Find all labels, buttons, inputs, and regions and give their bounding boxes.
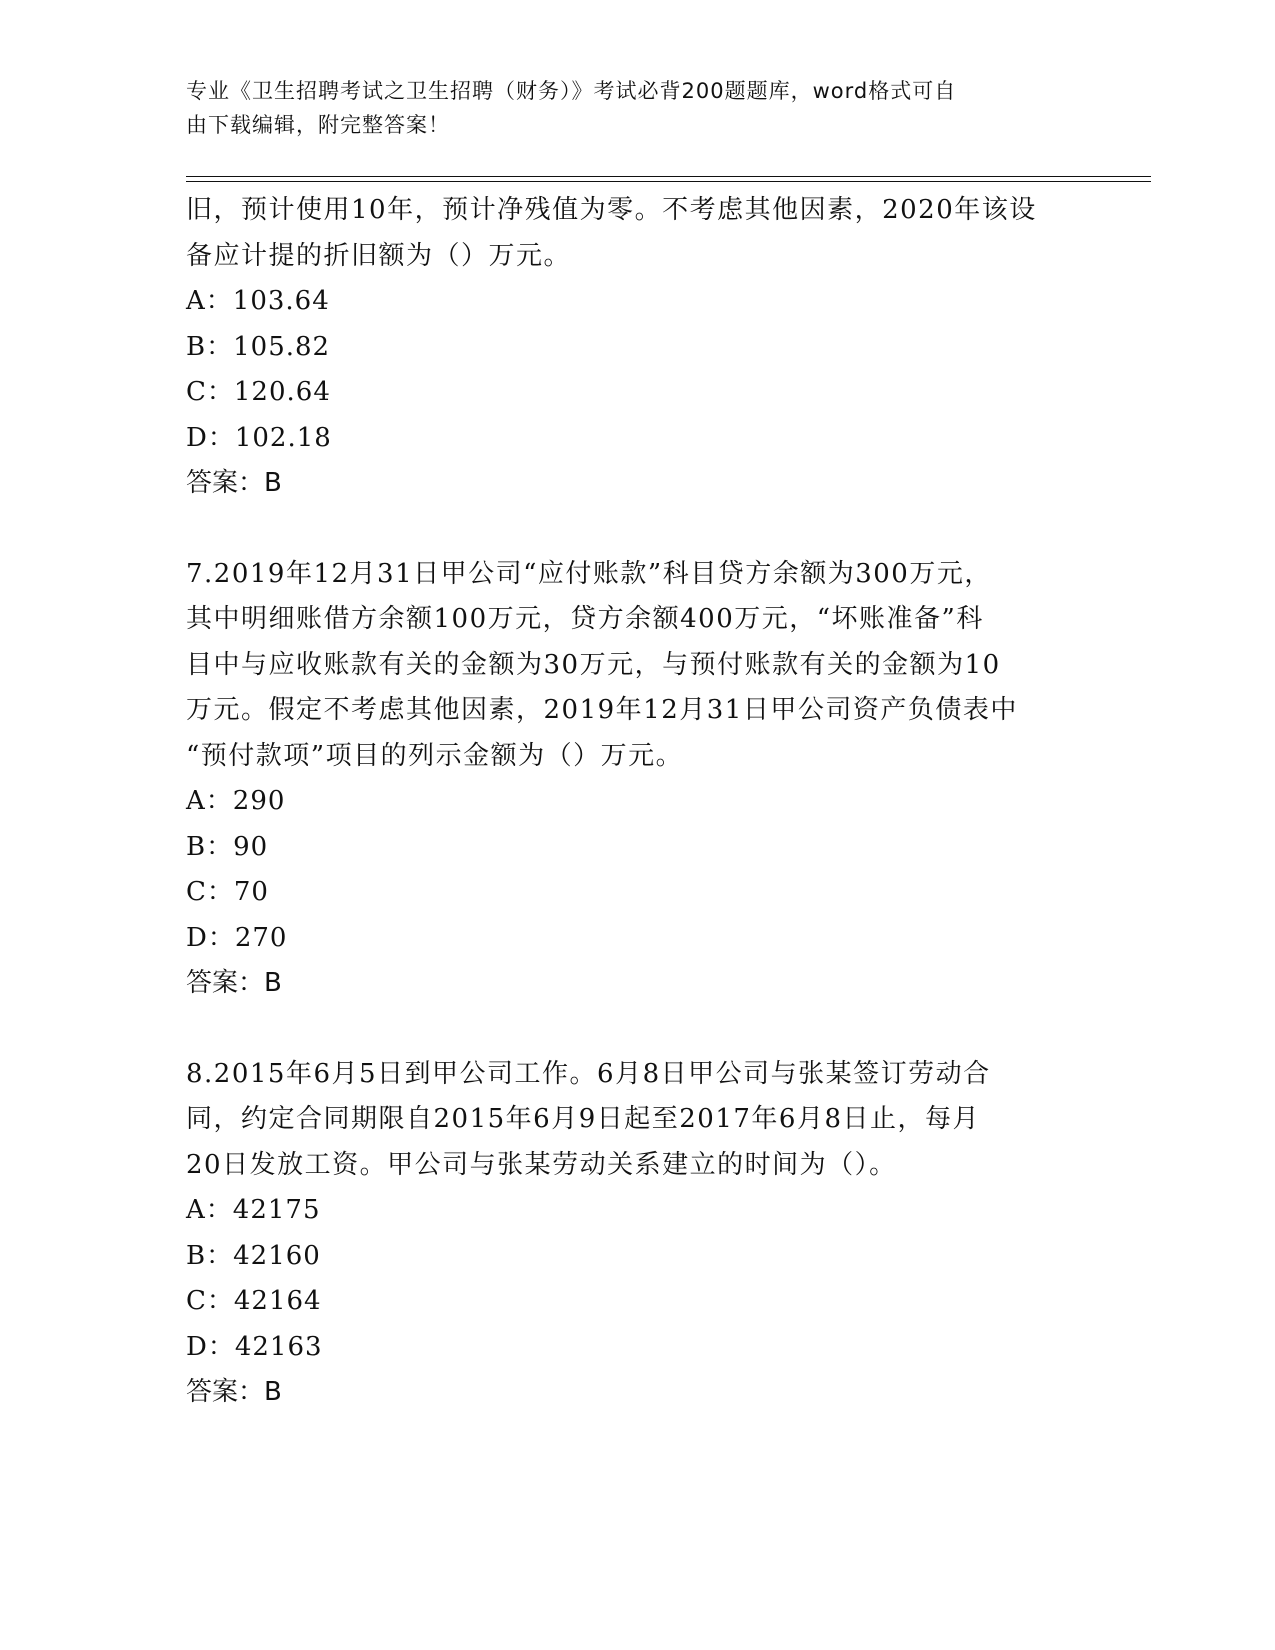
question-text-line: 其中明细账借方余额100万元，贷方余额400万元，“坏账准备”科 <box>186 604 984 634</box>
question-text-line: 旧，预计使用10年，预计净残值为零。不考虑其他因素，2020年该设 <box>186 195 1037 225</box>
question-block <box>186 1052 1086 1416</box>
option-d: D：102.18 <box>186 422 332 453</box>
answer-line: 答案：B <box>186 1377 282 1407</box>
question-text-line: 同，约定合同期限自2015年6月9日起至2017年6月8日止，每月 <box>186 1104 981 1134</box>
document-header <box>186 74 1066 142</box>
option-d: D：270 <box>186 922 288 953</box>
question-text-line: 万元。假定不考虑其他因素，2019年12月31日甲公司资产负债表中 <box>186 695 1018 725</box>
option-b: B：90 <box>186 831 269 862</box>
question-block <box>186 552 1086 1007</box>
header-line-1: 专业《卫生招聘考试之卫生招聘（财务）》考试必背200题题库，word格式可自 <box>186 79 957 103</box>
question-text-line: 目中与应收账款有关的金额为30万元，与预付账款有关的金额为10 <box>186 649 1001 680</box>
option-c: C：120.64 <box>186 377 331 407</box>
question-spacer <box>186 1007 1086 1052</box>
option-c: C：70 <box>186 877 269 907</box>
option-b: B：105.82 <box>186 331 331 362</box>
header-divider-bottom <box>186 181 1151 182</box>
option-d: D：42163 <box>186 1331 323 1362</box>
header-line-2: 由下载编辑，附完整答案！ <box>186 113 450 137</box>
question-text-line: 8.2015年6月5日到甲公司工作。6月8日甲公司与张某签订劳动合 <box>186 1058 991 1089</box>
answer-line: 答案：B <box>186 968 282 998</box>
question-text-line: 7.2019年12月31日甲公司“应付账款”科目贷方余额为300万元， <box>186 558 992 589</box>
question-text-line: 备应计提的折旧额为（）万元。 <box>186 240 572 271</box>
question-spacer <box>186 507 1086 552</box>
question-block <box>186 188 1086 507</box>
option-b: B：42160 <box>186 1240 321 1271</box>
answer-line: 答案：B <box>186 468 282 498</box>
question-text-line: 20日发放工资。甲公司与张某劳动关系建立的时间为（）。 <box>186 1149 897 1180</box>
option-a: A：42175 <box>186 1195 321 1225</box>
question-list <box>186 188 1086 1416</box>
option-a: A：103.64 <box>186 286 330 316</box>
option-a: A：290 <box>186 786 286 816</box>
option-c: C：42164 <box>186 1286 322 1316</box>
header-divider-top <box>186 176 1151 177</box>
question-text-line: “预付款项”项目的列示金额为（）万元。 <box>186 740 684 771</box>
